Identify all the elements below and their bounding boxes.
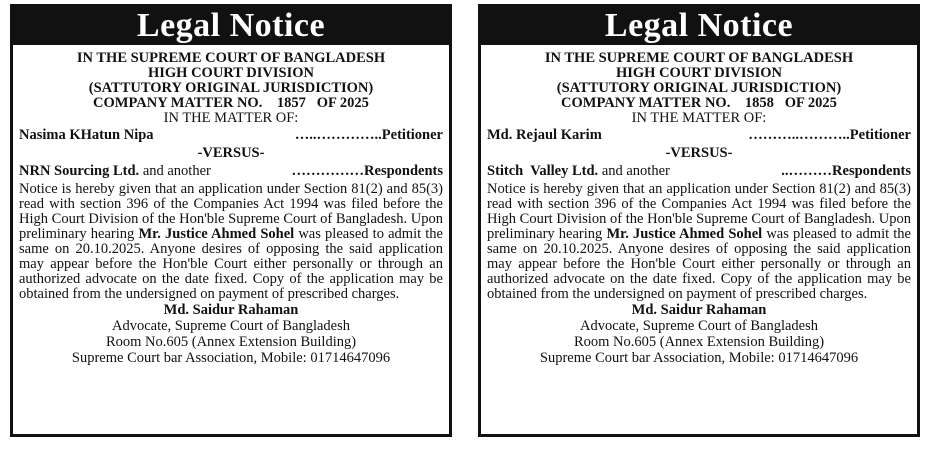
signatory-room: Room No.605 (Annex Extension Building) bbox=[573, 334, 825, 350]
respondent-name: NRN Sourcing Ltd. bbox=[19, 163, 140, 179]
signatory-association: Supreme Court bar Association, Mobile: 01714647096 bbox=[71, 350, 391, 366]
versus-label: -VERSUS- bbox=[665, 145, 733, 161]
legal-notice-1857 bbox=[10, 4, 452, 437]
respondent-label: ..………Respondents bbox=[781, 163, 911, 179]
versus-label: -VERSUS- bbox=[197, 145, 265, 161]
para-part-1: Notice is hereby given that an application under Section 81(2) and 85(3) read with section 396 of the Companies Act 1994 was filed before the High Court Division of the Hon'ble Supreme Court of Bangladesh. Upon preliminary hearing bbox=[487, 181, 911, 242]
respondent-row bbox=[19, 162, 443, 180]
in-the-matter-of: IN THE MATTER OF: bbox=[163, 110, 299, 126]
para-part-2: was pleased to admit the same on 20.10.2025. Anyone desires of opposing the said application may appear before the Hon'ble Court either personally or through an authorized advocate on the date fixed. Copy of the application may be obtained from the undersigned on payment of prescribed charges. bbox=[487, 226, 911, 302]
signatory-association: Supreme Court bar Association, Mobile: 01714647096 bbox=[539, 350, 859, 366]
matter-number: COMPANY MATTER NO. 1857 OF 2025 bbox=[93, 95, 369, 111]
court-name: IN THE SUPREME COURT OF BANGLADESH bbox=[76, 50, 386, 66]
notice-banner: Legal Notice bbox=[13, 7, 449, 45]
signatory-name: Md. Saidur Rahaman bbox=[631, 302, 767, 318]
legal-notice-1858 bbox=[478, 4, 920, 437]
in-the-matter-of: IN THE MATTER OF: bbox=[631, 110, 767, 126]
notice-banner: Legal Notice bbox=[481, 7, 917, 45]
petitioner-name: Nasima KHatun Nipa bbox=[19, 127, 154, 143]
division-name: HIGH COURT DIVISION bbox=[615, 65, 782, 81]
court-name: IN THE SUPREME COURT OF BANGLADESH bbox=[544, 50, 854, 66]
respondent-row bbox=[487, 162, 911, 180]
signatory-title: Advocate, Supreme Court of Bangladesh bbox=[112, 318, 350, 334]
petitioner-row bbox=[19, 126, 443, 144]
judge-name: Mr. Justice Ahmed Sohel bbox=[606, 226, 763, 242]
petitioner-label: …..…………..Petitioner bbox=[294, 127, 443, 143]
respondent-label: ……………Respondents bbox=[291, 163, 443, 179]
notice-paragraph bbox=[487, 182, 911, 302]
matter-number: COMPANY MATTER NO. 1858 OF 2025 bbox=[561, 95, 837, 111]
judge-name: Mr. Justice Ahmed Sohel bbox=[138, 226, 295, 242]
respondent-suffix: and another bbox=[139, 163, 211, 179]
signatory-name: Md. Saidur Rahaman bbox=[163, 302, 299, 318]
jurisdiction: (SATTUTORY ORIGINAL JURISDICTION) bbox=[88, 80, 374, 96]
respondent-suffix: and another bbox=[598, 163, 670, 179]
signatory-title: Advocate, Supreme Court of Bangladesh bbox=[580, 318, 818, 334]
petitioner-row bbox=[487, 126, 911, 144]
para-part-1: Notice is hereby given that an application under Section 81(2) and 85(3) read with section 396 of the Companies Act 1994 was filed before the High Court Division of the Hon'ble Supreme Court of Bangladesh. Upon preliminary hearing bbox=[19, 181, 443, 242]
notice-paragraph bbox=[19, 182, 443, 302]
division-name: HIGH COURT DIVISION bbox=[147, 65, 314, 81]
signatory-room: Room No.605 (Annex Extension Building) bbox=[105, 334, 357, 350]
jurisdiction: (SATTUTORY ORIGINAL JURISDICTION) bbox=[556, 80, 842, 96]
para-part-2: was pleased to admit the same on 20.10.2025. Anyone desires of opposing the said application may appear before the Hon'ble Court either personally or through an authorized advocate on the date fixed. Copy of the application may be obtained from the undersigned on payment of prescribed charges. bbox=[19, 226, 443, 302]
petitioner-label: ………..………..Petitioner bbox=[748, 127, 911, 143]
petitioner-name: Md. Rejaul Karim bbox=[487, 127, 602, 143]
respondent-name: Stitch Valley Ltd. bbox=[487, 163, 599, 179]
